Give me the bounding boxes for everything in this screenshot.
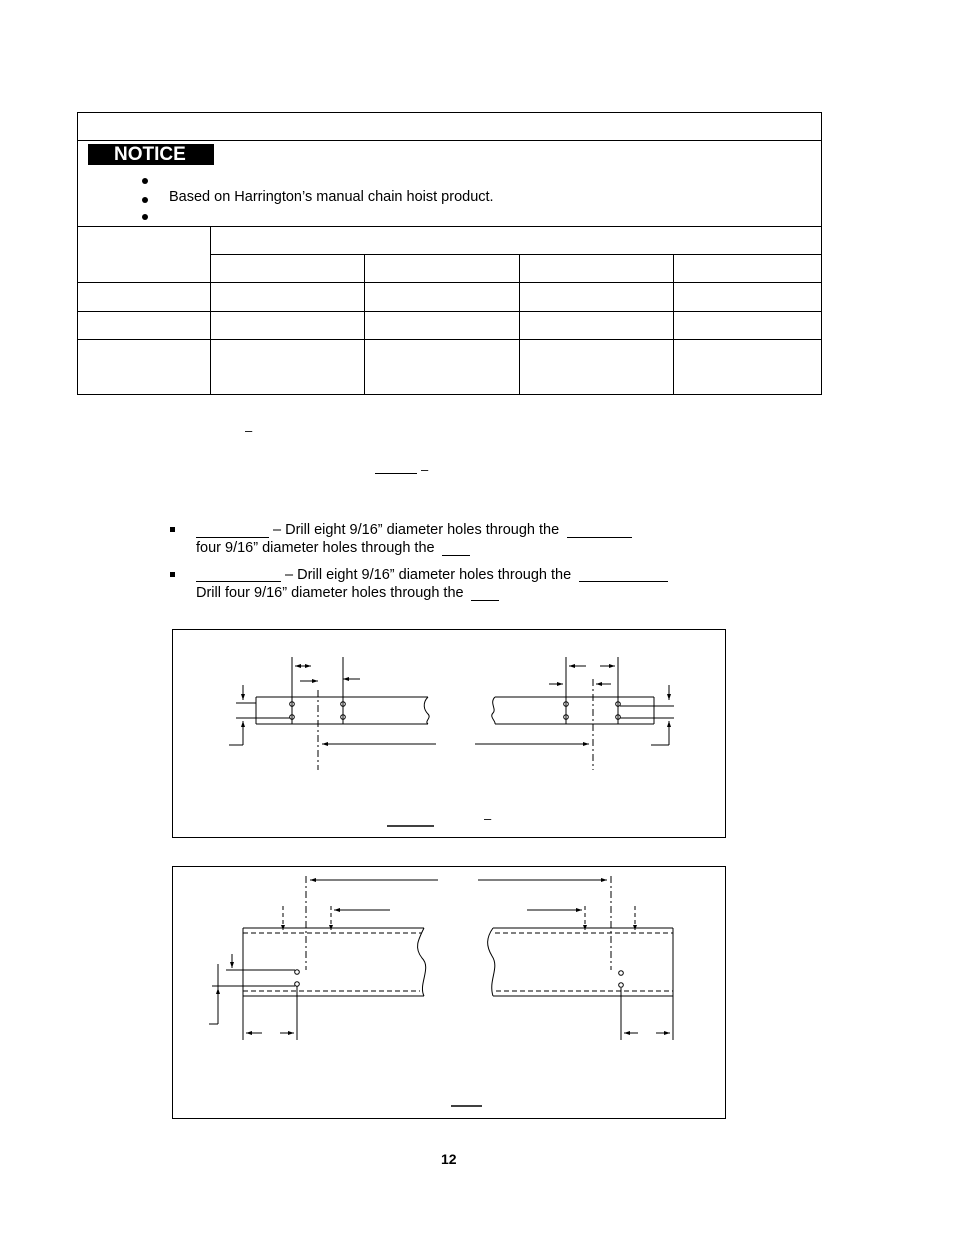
notice-badge: NOTICE [88,144,214,165]
page-number: 12 [441,1151,457,1167]
figure-1-dash: – [484,811,492,826]
notice-bullet-2: Based on Harrington’s manual chain hoist product. [169,189,494,205]
body-dash: – [245,423,253,438]
instruction-2-line-1: – Drill eight 9/16” diameter holes through the [285,567,572,583]
instruction-1-line-1: – Drill eight 9/16” diameter holes through the [273,522,560,538]
instruction-1-line-2: four 9/16” diameter holes through the [196,540,435,556]
body-dash: – [421,462,429,477]
instruction-2-line-2: Drill four 9/16” diameter holes through the [196,585,464,601]
